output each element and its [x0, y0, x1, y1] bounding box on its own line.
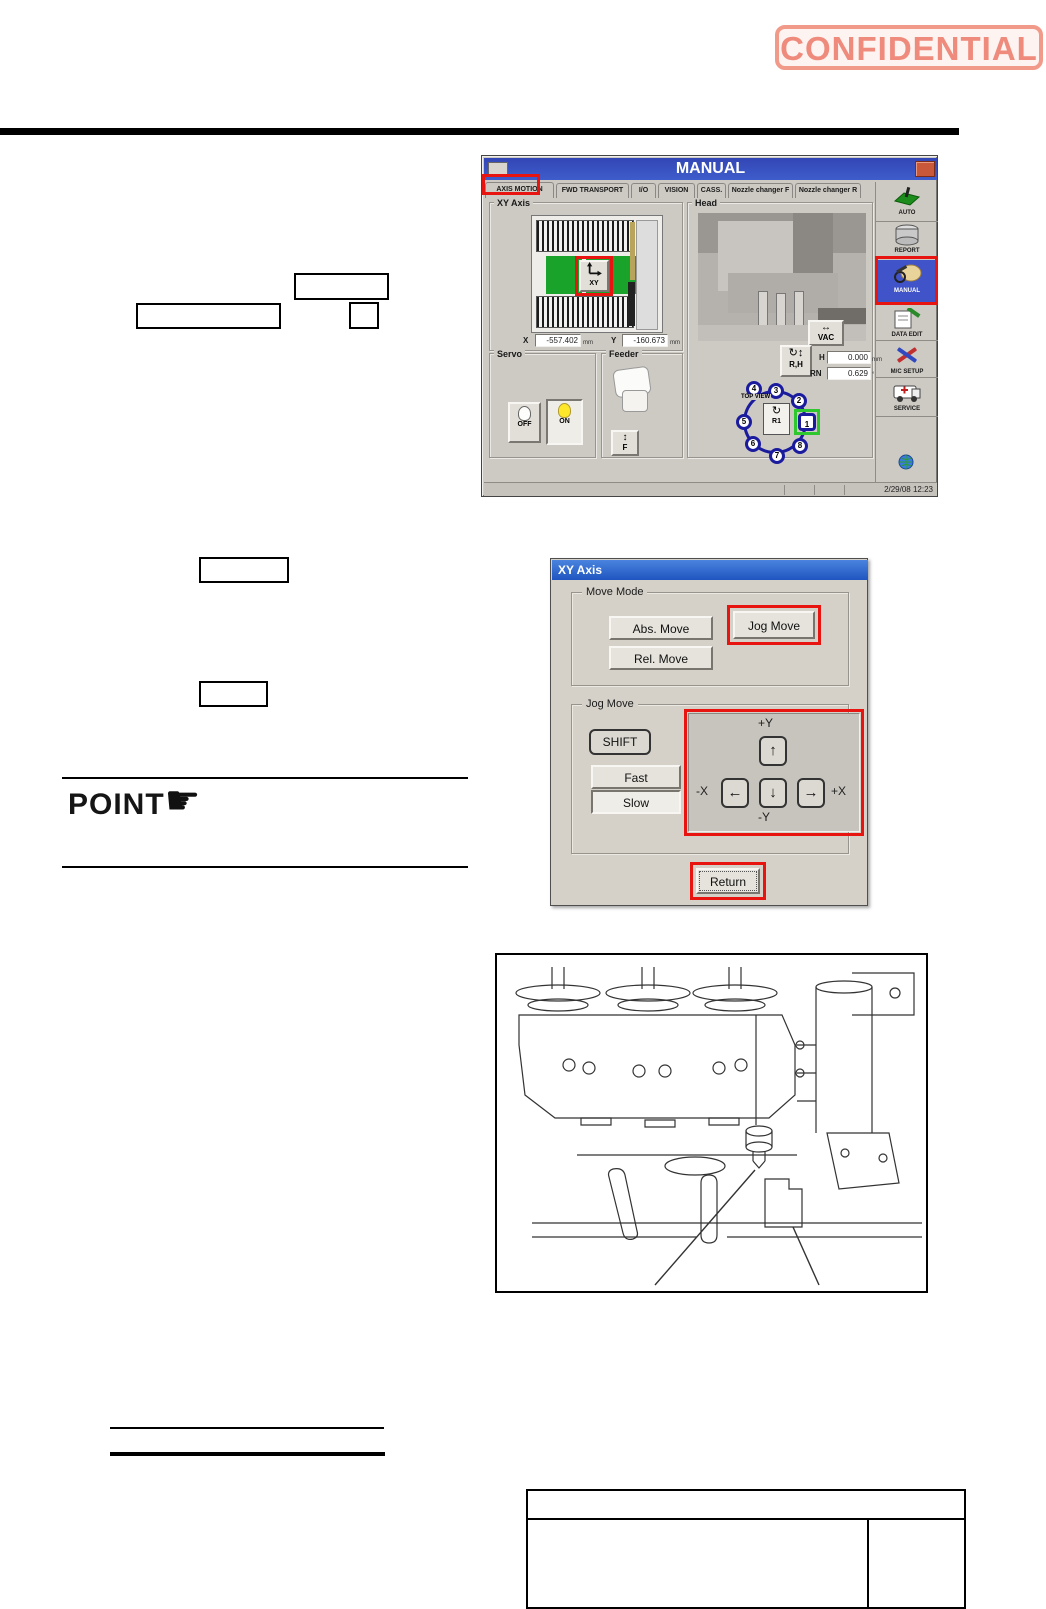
window-title: MANUAL — [675, 160, 746, 177]
servo-group — [489, 349, 596, 458]
leftright-arrow-icon: ↔ — [821, 322, 831, 333]
sidebar-label-auto: AUTO — [898, 210, 916, 216]
nozzle-position-4[interactable]: 4 — [746, 381, 762, 397]
head-topview-diagram — [728, 381, 828, 476]
status-datetime: 2/29/08 12:23 — [884, 485, 933, 494]
vac-label: VAC — [817, 333, 835, 342]
up-arrow-icon: ↑ — [769, 742, 777, 759]
y-unit: mm — [670, 340, 680, 346]
abs-move-button[interactable]: Abs. Move — [609, 616, 713, 640]
h-label: H — [819, 353, 825, 362]
xy-axis-dialog — [550, 558, 868, 906]
down-arrow-icon: ↓ — [769, 784, 777, 801]
shift-button[interactable]: SHIFT — [589, 729, 651, 755]
sidebar-label-manual: MANUAL — [894, 288, 920, 294]
feeder-bank-bottom — [536, 296, 634, 328]
nozzle-position-2[interactable]: 2 — [791, 393, 807, 409]
move-mode-group-label: Move Mode — [582, 586, 647, 598]
y-value-field: -160.673 — [622, 334, 668, 347]
rn-unit: ° — [872, 372, 875, 378]
point-rule-bottom — [62, 866, 468, 868]
xy-axis-group — [489, 198, 683, 351]
bulb-off-icon — [518, 406, 531, 421]
callout-box-1 — [294, 273, 389, 300]
rotate-icon: ↻ — [771, 405, 782, 417]
servo-on-button[interactable] — [546, 399, 583, 445]
highlight-box-position-1 — [794, 409, 820, 435]
section-rule — [0, 128, 959, 135]
minus-y-label: -Y — [758, 810, 770, 824]
tab-nozzle-changer-r[interactable]: Nozzle changer R — [795, 183, 861, 198]
r1-label: R1 — [772, 418, 781, 425]
highlight-box-return — [690, 862, 766, 900]
rn-label: RN — [810, 369, 822, 378]
nozzle-head-illustration — [495, 953, 928, 1293]
table-column-divider — [867, 1518, 869, 1607]
r1-button[interactable] — [763, 403, 790, 435]
slow-button[interactable]: Slow — [591, 790, 681, 814]
title-bar — [484, 158, 937, 180]
sidebar-label-mc-setup: M/C SETUP — [890, 369, 924, 375]
confidential-stamp: CONFIDENTIAL — [775, 25, 1043, 70]
tab-io[interactable]: I/O — [631, 183, 656, 198]
nozzle-position-1[interactable]: 1 — [798, 413, 816, 431]
top-view-label: TOP VIEW — [741, 394, 771, 400]
plus-y-label: +Y — [758, 716, 774, 730]
gantry-beam — [630, 222, 635, 280]
feeder-f-label: F — [622, 443, 628, 452]
sidebar-button-auto[interactable] — [878, 186, 936, 219]
feeder-image-base — [622, 390, 648, 412]
point-heading — [68, 779, 201, 823]
line-drawing — [497, 955, 926, 1291]
pointing-hand-icon: ☛ — [164, 779, 201, 823]
callout-box-5 — [199, 681, 268, 707]
highlight-box-arrow-pad — [684, 709, 864, 836]
sidebar-button-data-edit[interactable] — [878, 308, 936, 338]
tab-vision[interactable]: VISION — [658, 183, 695, 198]
tab-fwd-transport[interactable]: FWD TRANSPORT — [556, 183, 629, 198]
manual-screen-window — [481, 155, 938, 497]
servo-group-label: Servo — [494, 349, 525, 359]
xy-axis-group-label: XY Axis — [494, 198, 533, 208]
sidebar-button-report[interactable] — [878, 224, 936, 255]
gantry-rail — [636, 220, 658, 330]
highlight-box-axis-motion-tab — [482, 174, 540, 195]
dialog-title: XY Axis — [558, 563, 603, 577]
sidebar-label-service: SERVICE — [893, 406, 921, 412]
callout-box-4 — [199, 557, 289, 583]
right-arrow-icon: → — [803, 784, 819, 801]
point-label: POINT — [68, 788, 165, 821]
fast-button[interactable]: Fast — [591, 765, 681, 789]
sidebar-button-service[interactable] — [878, 380, 936, 414]
plus-x-label: +X — [831, 784, 847, 798]
nozzle-position-3[interactable]: 3 — [768, 383, 784, 399]
close-button[interactable] — [915, 161, 935, 177]
sidebar-button-mc-setup[interactable] — [878, 343, 936, 375]
feeder-f-button[interactable] — [611, 430, 639, 456]
head-group-label: Head — [692, 198, 720, 208]
tab-cass[interactable]: CASS. — [697, 183, 726, 198]
head-group — [687, 198, 882, 460]
rn-value-field: 0.629 — [827, 367, 871, 380]
jog-move-button[interactable]: Jog Move — [733, 611, 815, 639]
servo-off-label: OFF — [517, 421, 532, 428]
y-label: Y — [611, 336, 617, 345]
mode-sidebar — [875, 182, 937, 484]
sidebar-label-report: REPORT — [894, 248, 920, 254]
status-bar — [484, 482, 937, 496]
minus-x-label: -X — [696, 784, 708, 798]
servo-on-label: ON — [559, 418, 570, 425]
globe-icon[interactable] — [898, 454, 914, 475]
x-label: X — [523, 336, 529, 345]
point-rule-top — [62, 777, 468, 779]
nozzle-position-7[interactable]: 7 — [769, 448, 785, 464]
feeder-bank-top — [536, 220, 634, 252]
nozzle-position-6[interactable]: 6 — [745, 436, 761, 452]
xy-button-label: XY — [589, 280, 599, 287]
callout-box-3 — [349, 302, 379, 329]
rotate-updown-icon: ↻↕ — [788, 347, 804, 359]
dialog-title-bar — [552, 560, 868, 580]
vac-button[interactable] — [808, 320, 844, 346]
nozzle-position-8[interactable]: 8 — [792, 438, 808, 454]
heading-underline-thick — [110, 1452, 385, 1456]
rh-button[interactable] — [780, 345, 812, 377]
x-unit: mm — [583, 340, 593, 346]
return-button[interactable]: Return — [696, 868, 760, 894]
highlight-box-jog-move — [727, 605, 821, 645]
rel-move-button[interactable]: Rel. Move — [609, 646, 713, 670]
table-header-divider — [528, 1518, 964, 1520]
highlight-box-xy-button — [575, 256, 613, 296]
tab-axis-motion[interactable]: AXIS MOTION — [485, 182, 554, 198]
updown-arrow-icon: ↕ — [622, 432, 628, 443]
feeder-group — [601, 349, 683, 458]
callout-box-2 — [136, 303, 281, 329]
h-unit: mm — [872, 357, 882, 363]
sidebar-label-data-edit: DATA EDIT — [891, 332, 923, 338]
jog-move-group-label: Jog Move — [582, 698, 638, 710]
servo-off-button[interactable] — [508, 402, 541, 443]
bulb-on-icon — [558, 403, 571, 418]
machine-topview-image — [531, 215, 663, 333]
feeder-group-label: Feeder — [606, 349, 642, 359]
h-value-field: 0.000 — [827, 351, 871, 364]
tab-nozzle-changer-f[interactable]: Nozzle changer F — [728, 183, 793, 198]
bottom-table — [526, 1489, 966, 1609]
left-arrow-icon: ← — [727, 784, 743, 801]
nozzle-position-5[interactable]: 5 — [736, 414, 752, 430]
x-value-field: -557.402 — [535, 334, 581, 347]
highlight-box-manual-button — [875, 256, 938, 305]
head-carriage — [628, 282, 635, 326]
rh-label: R,H — [789, 360, 803, 369]
heading-underline-thin — [110, 1427, 384, 1429]
